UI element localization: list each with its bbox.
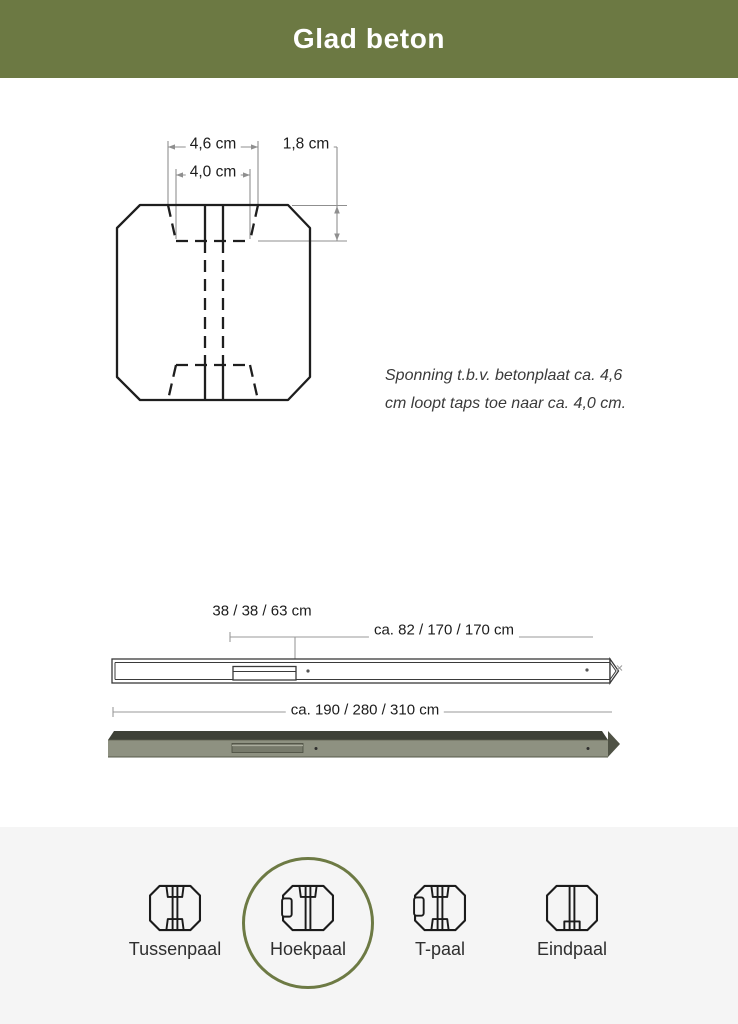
eindpaal-icon — [545, 884, 599, 932]
post-type-selector — [0, 827, 738, 1024]
tussenpaal-icon — [148, 884, 202, 932]
dim-slot-length: 38 / 38 / 63 cm — [207, 603, 316, 622]
post-type-t-paal[interactable] — [370, 884, 510, 960]
sponning-note: Sponning t.b.v. betonplaat ca. 4,6 cm loopt taps toe naar ca. 4,0 cm. — [385, 367, 627, 412]
header — [0, 0, 738, 78]
post-type-label: Eindpaal — [536, 939, 608, 959]
hoekpaal-icon — [281, 884, 335, 932]
post-type-label: T-paal — [414, 939, 466, 959]
dim-width-outer: 4,6 cm — [186, 134, 241, 153]
post-type-hoekpaal[interactable] — [238, 884, 378, 960]
t-paal-icon — [413, 884, 467, 932]
post-type-label: Tussenpaal — [128, 939, 222, 959]
dim-width-inner: 4,0 cm — [186, 162, 241, 181]
dim-tip-length: ca. 82 / 170 / 170 cm — [369, 622, 519, 641]
tip-mark — [617, 666, 622, 671]
dim-total-length: ca. 190 / 280 / 310 cm — [286, 702, 444, 721]
post-type-eindpaal[interactable] — [502, 884, 642, 960]
post-type-tussenpaal[interactable] — [105, 884, 245, 960]
dim-depth: 1,8 cm — [279, 134, 334, 153]
post-type-label: Hoekpaal — [269, 939, 347, 959]
page-title: Glad beton — [292, 23, 446, 54]
